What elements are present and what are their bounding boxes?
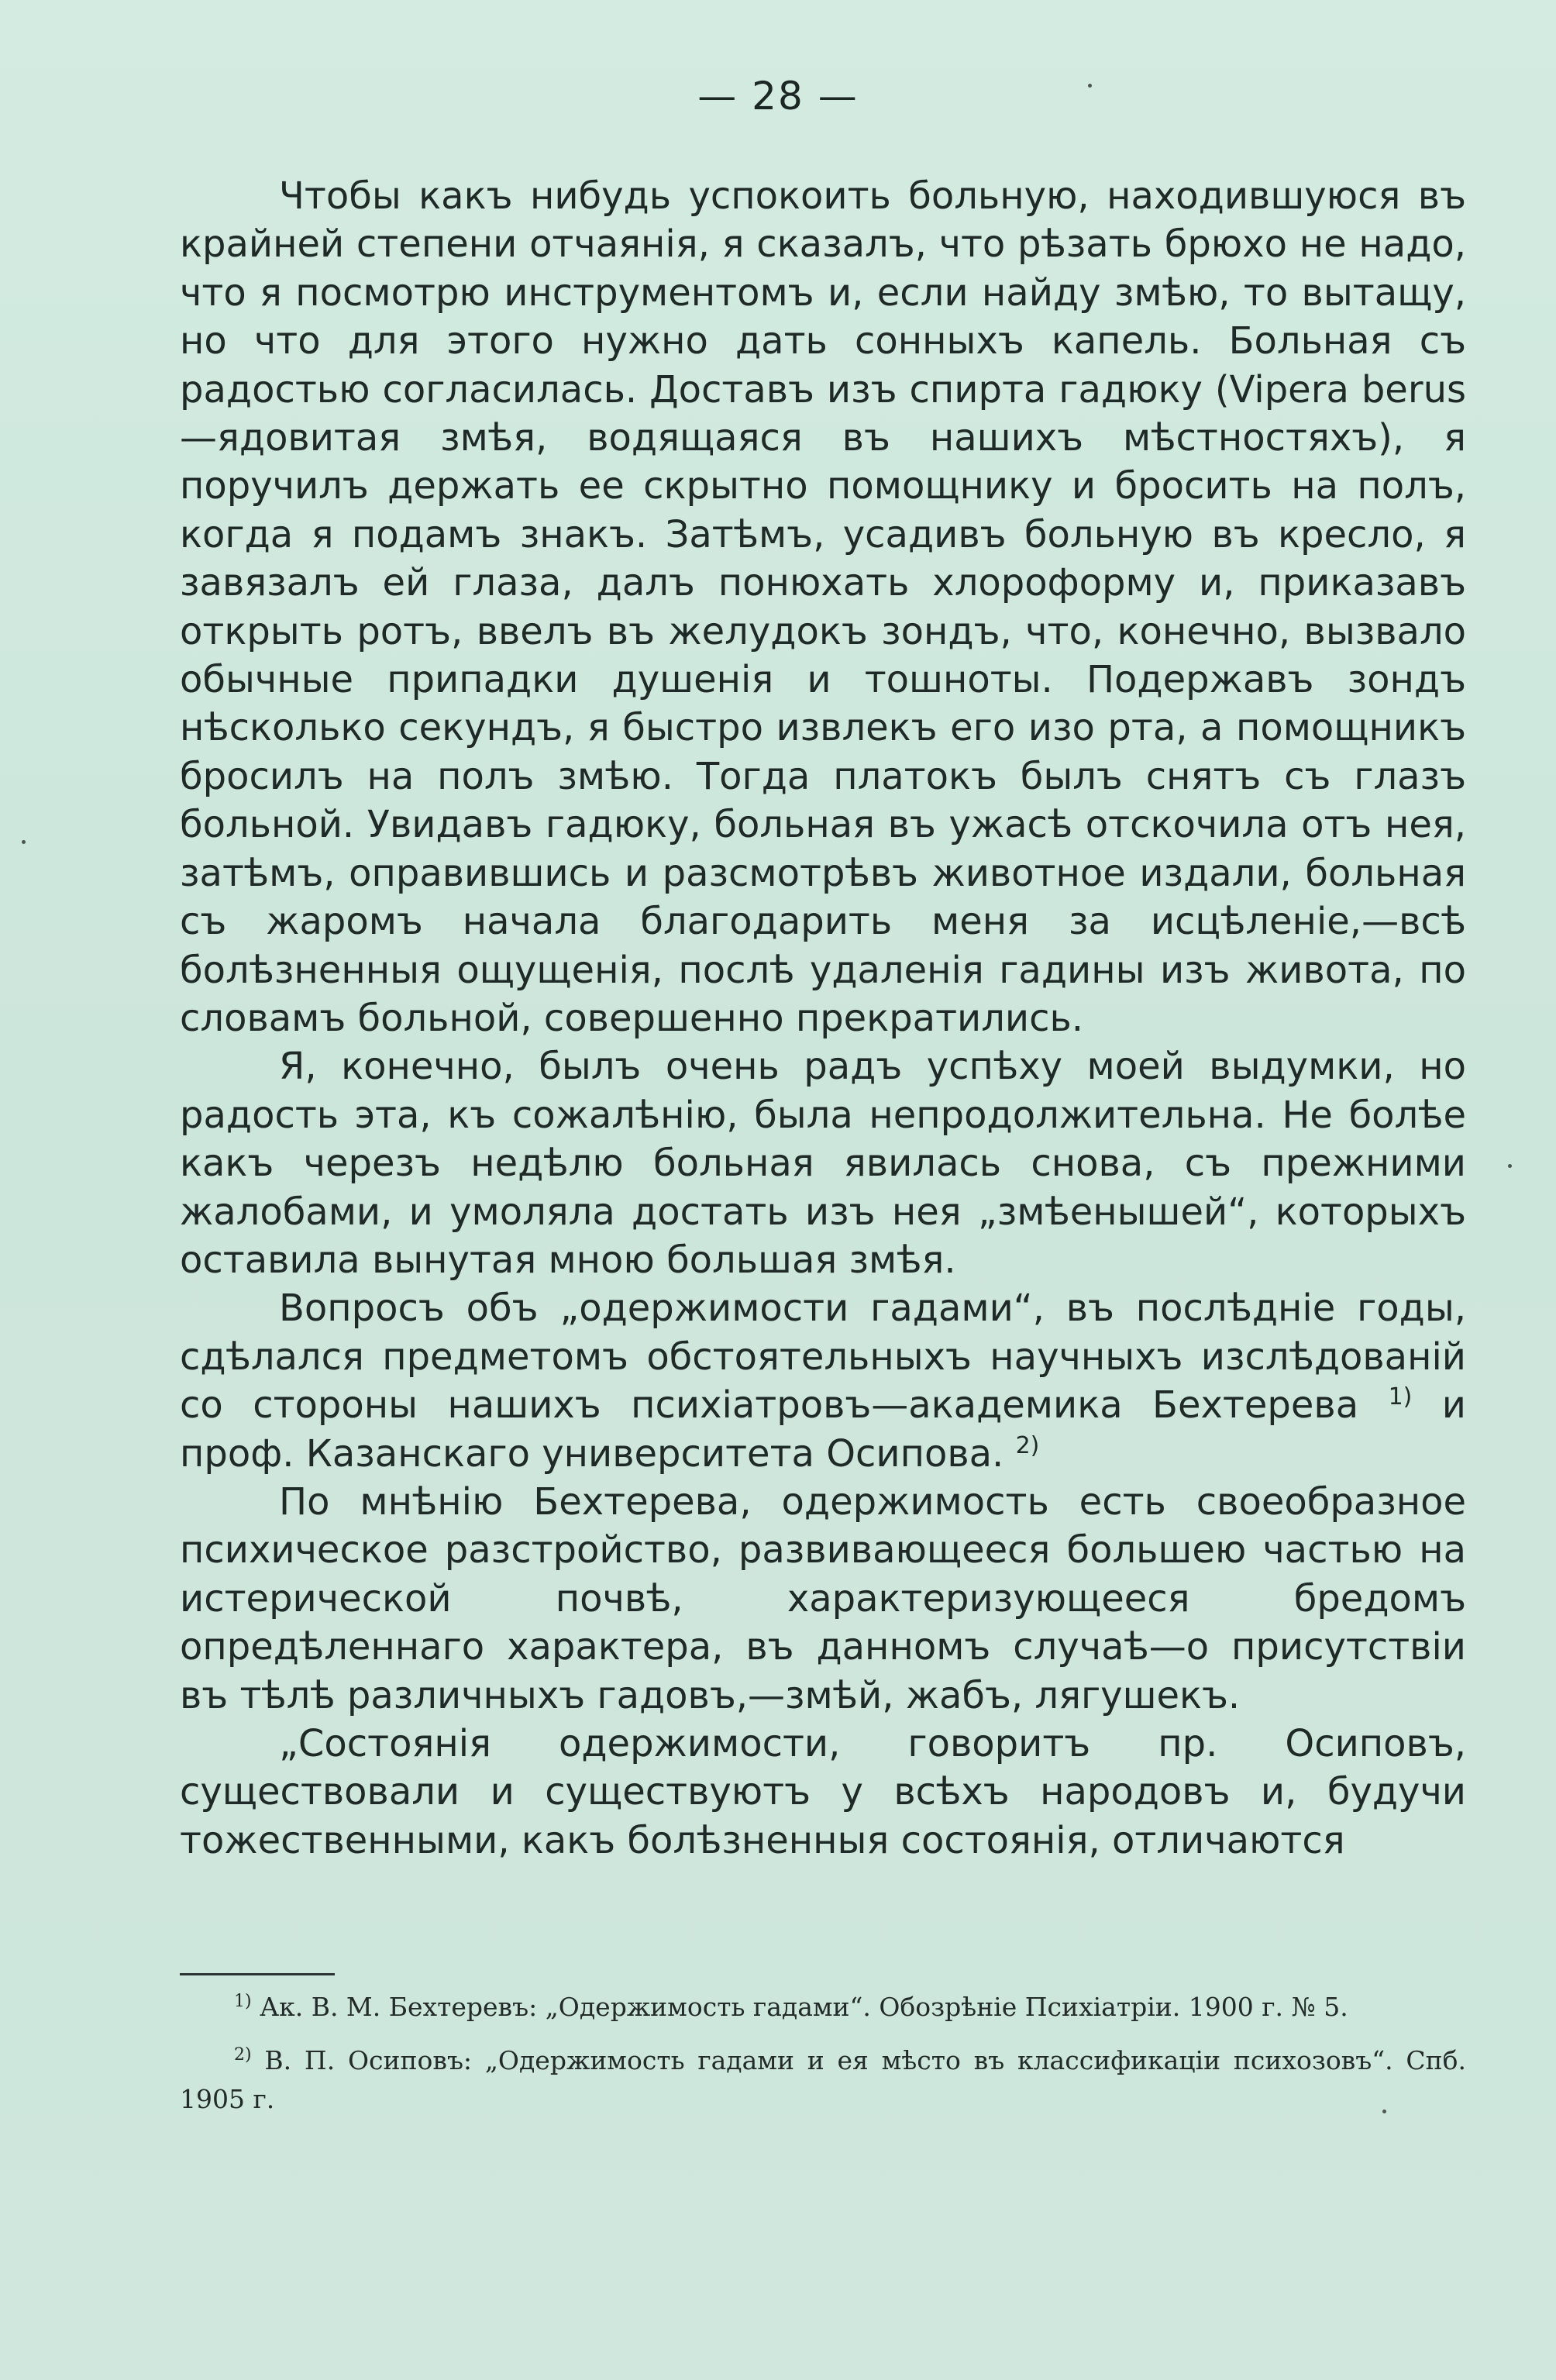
footnote-separator: [180, 1973, 335, 1975]
footnote-1: [180, 1982, 1466, 2027]
paper-speck: [1508, 1164, 1512, 1168]
paper-speck: [1088, 84, 1092, 88]
paragraph-1: Чтобы какъ нибудь успокоить больную, находившуюся въ крайней степени отчаянія, я сказалъ, что рѣзать брюхо не надо, что я посмотрю инструментомъ и, если найду змѣю, то вытащу, но что для этого нужно дать сонныхъ капель. Больная съ радостью согласилась. Доставъ изъ спирта гадюку (Vipera berus—ядовитая змѣя, водящаяся въ нашихъ мѣстностяхъ), я поручилъ держать ее скрытно помощнику и бросить на полъ, когда я подамъ знакъ. Затѣмъ, усадивъ больную въ кресло, я завязалъ ей глаза, далъ понюхать хлороформу и, приказавъ открыть ротъ, ввелъ въ желудокъ зондъ, что, конечно, вызвало обычные припадки душенія и тошноты. Подержавъ зондъ нѣсколько секундъ, я быстро извлекъ его изо рта, а помощникъ бросилъ на полъ змѣю. Тогда платокъ былъ снятъ съ глазъ больной. Увидавъ гадюку, больная въ ужасѣ отскочила отъ нея, затѣмъ, оправившись и разсмотрѣвъ животное издали, больная съ жаромъ начала благодарить меня за исцѣленіе,—всѣ болѣзненныя ощущенія, послѣ удаленія гадины изъ живота, по словамъ больной, совершенно прекратились.: [180, 174, 1466, 1040]
paragraph-3: [180, 1284, 1466, 1478]
footnote-2-mark: 2): [234, 2045, 252, 2065]
paragraph-5: „Состоянія одержимости, говоритъ пр. Осиповъ, существовали и существуютъ у всѣхъ народовъ и, будучи тожественными, какъ болѣзненныя состоянія, отличаются: [180, 1722, 1466, 1862]
page-number: — 28 —: [697, 74, 859, 119]
footnotes: [180, 1982, 1466, 2128]
footnote-2-text: В. П. Осиповъ: „Одержимость гадами и ея мѣсто въ классификаціи психозовъ“. Спб. 1905 г.: [180, 2045, 1467, 2114]
main-text: [180, 172, 1466, 1865]
paragraph-2: Я, конечно, былъ очень радъ успѣху моей выдумки, но радость эта, къ сожалѣнію, была непродолжительна. Не болѣе какъ черезъ недѣлю больная явилась снова, съ прежними жалобами, и умоляла достать изъ нея „змѣенышей“, которыхъ оставила вынутая мною большая змѣя.: [180, 1045, 1466, 1282]
footnote-ref-2: 2): [1015, 1431, 1040, 1459]
footnote-2: [180, 2036, 1466, 2119]
footnote-1-mark: 1): [234, 1992, 252, 2011]
paper-speck: [22, 840, 26, 844]
paragraph-3-text: Вопросъ объ „одержимости гадами“, въ послѣдніе годы, сдѣлался предметомъ обстоятельныхъ научныхъ изслѣдованій со стороны нашихъ психіатровъ—академика Бехтерева: [180, 1286, 1466, 1428]
footnote-1-text: Ак. В. М. Бехтеревъ: „Одержимость гадами“. Обозрѣніе Психіатріи. 1900 г. № 5.: [260, 1992, 1348, 2022]
paper-speck: [1382, 2110, 1386, 2113]
paragraph-3-middle: и проф. Казанскаго университета Осипова.: [180, 1383, 1466, 1476]
paragraph-4: По мнѣнію Бехтерева, одержимость есть своеобразное психическое разстройство, развивающееся большею частью на истерической почвѣ, характеризующееся бредомъ опредѣленнаго характера, въ данномъ случаѣ—о присутствіи въ тѣлѣ различныхъ гадовъ,—змѣй, жабъ, лягушекъ.: [180, 1479, 1466, 1717]
footnote-ref-1: 1): [1388, 1383, 1413, 1411]
